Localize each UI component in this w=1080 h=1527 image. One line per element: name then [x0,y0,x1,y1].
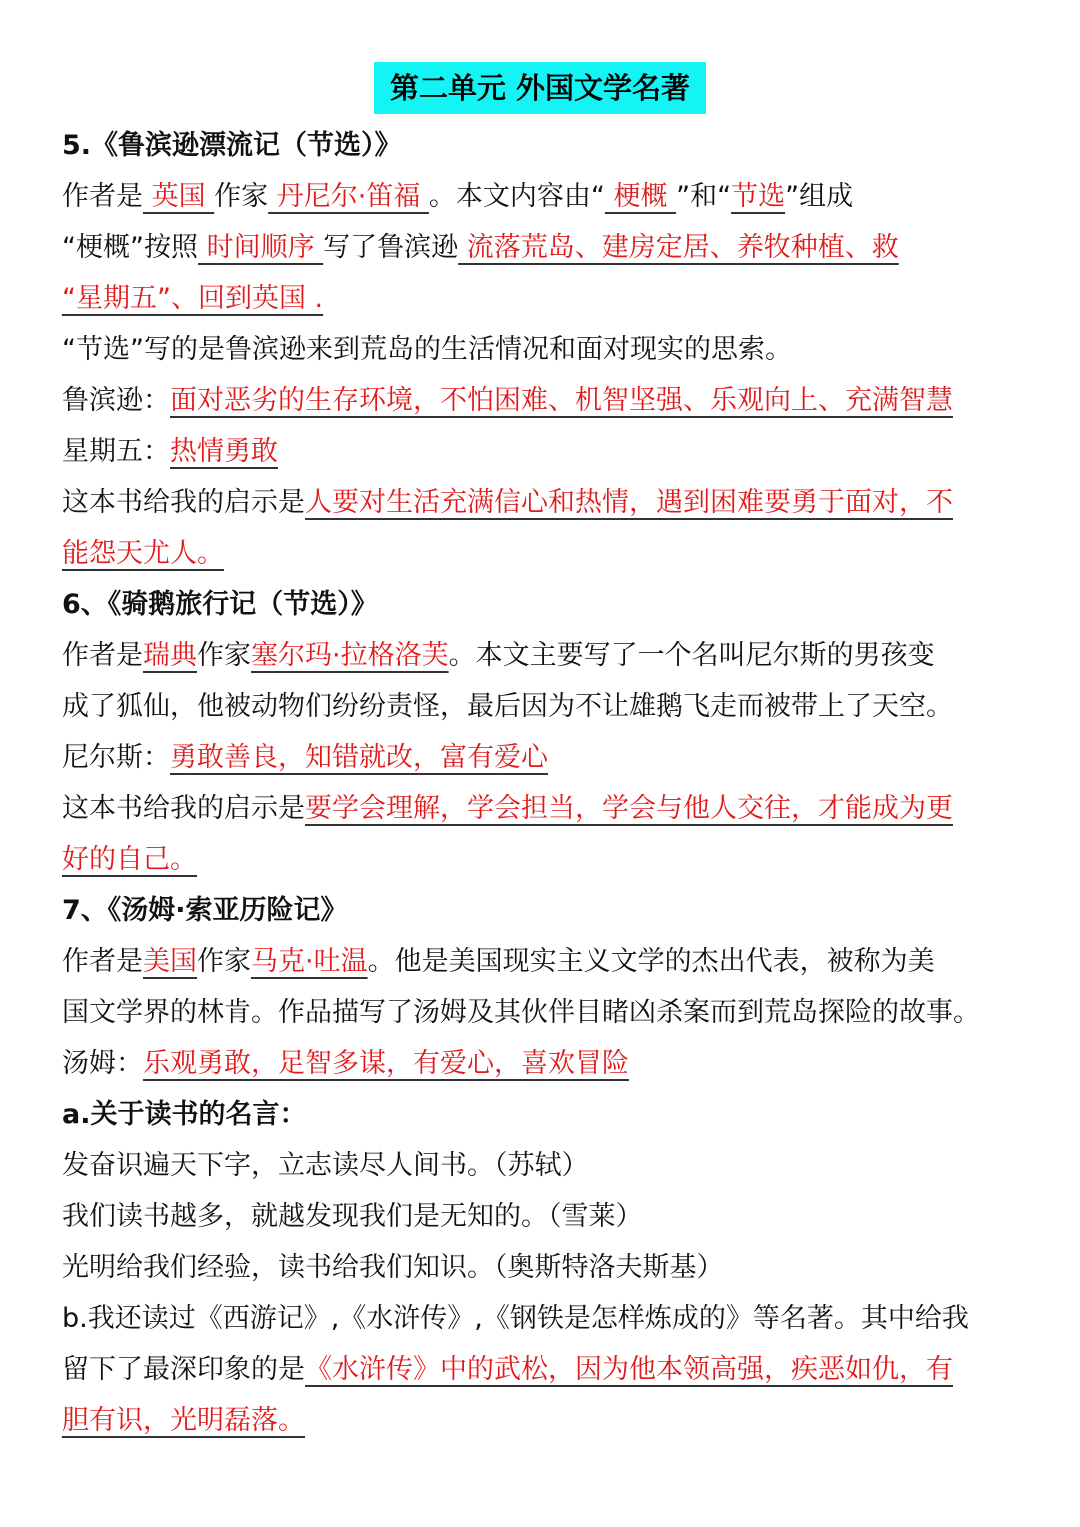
answer-author: 丹尼尔·笛福 [268,181,429,212]
section6-line3 [62,732,1047,783]
content [62,120,1047,1446]
section6-line4 [62,783,1047,834]
answer-lesson: 人要对生活充满信心和热情，遇到困难要勇于面对，不 [305,487,953,518]
section7-line2: 国文学界的林肯。作品描写了汤姆及其伙伴目睹凶杀案而到荒岛探险的故事。 [62,997,980,1028]
answer-part2: 节选 [731,181,786,212]
page-title: 第二单元 外国文学名著 [374,62,706,114]
text: ”组成 [785,181,854,212]
section6-line5 [62,834,1047,885]
sectionb-line3 [62,1395,1047,1446]
section5-line2 [62,222,1047,273]
answer-country: 美国 [143,946,197,977]
label: 鲁滨逊： [62,385,170,416]
section5-line7 [62,477,1047,528]
section5-line4: “节选”写的是鲁滨逊来到荒岛的生活情况和面对现实的思索。 [62,334,792,365]
answer-author: 马克·吐温 [251,946,368,977]
answer-lesson: 要学会理解，学会担当，学会与他人交往，才能成为更 [305,793,953,824]
section5-heading: 5.《鲁滨逊漂流记（节选）》 [62,130,402,161]
answer-author: 塞尔玛·拉格洛芙 [251,640,449,671]
label: 留下了最深印象的是 [62,1354,305,1385]
text: 作者是 [62,946,143,977]
section5-line5 [62,375,1047,426]
answer-country: 瑞典 [143,640,197,671]
section6-line2: 成了狐仙，他被动物们纷纷责怪，最后因为不让雄鹅飞走而被带上了天空。 [62,691,953,722]
answer-events: 流落荒岛、建房定居、养牧种植、救 [458,232,899,263]
section6-line1 [62,630,1047,681]
section5-line3 [62,273,1047,324]
quote-1: 发奋识遍天下字，立志读尽人间书。（苏轼） [62,1150,589,1181]
label: 星期五： [62,436,170,467]
section7-heading: 7、《汤姆·索亚历险记》 [62,895,348,926]
sectionb-line2 [62,1344,1047,1395]
label: 尼尔斯： [62,742,170,773]
text: ”和“ [676,181,732,212]
answer-lesson-cont: 好的自己。 [62,844,197,875]
text: “梗概”按照 [62,232,198,263]
quote-3: 光明给我们经验，读书给我们知识。（奥斯特洛夫斯基） [62,1252,724,1283]
sectionb-line1: b.我还读过《西游记》,《水浒传》,《钢铁是怎样炼成的》等名著。其中给我 [62,1303,969,1334]
quote-2: 我们读书越多，就越发现我们是无知的。（雪莱） [62,1201,643,1232]
answer-character: 热情勇敢 [170,436,278,467]
section7-line3 [62,1038,1047,1089]
answer-lesson-cont: 能怨天尤人。 [62,538,224,569]
answer-character: 乐观勇敢，足智多谋，有爱心，喜欢冒险 [143,1048,629,1079]
answer-events-cont: “星期五”、回到英国 . [62,283,324,314]
text: 作者是 [62,640,143,671]
text: 作家 [214,181,269,212]
label: 汤姆： [62,1048,143,1079]
answer-character: 面对恶劣的生存环境，不怕困难、机智坚强、乐观向上、充满智慧 [170,385,953,416]
quotes-heading: a.关于读书的名言： [62,1099,307,1130]
section7-line1 [62,936,1047,987]
answer-impression-cont: 胆有识，光明磊落。 [62,1405,305,1436]
label: 这本书给我的启示是 [62,487,305,518]
answer-impression: 《水浒传》中的武松，因为他本领高强，疾恶如仇，有 [305,1354,953,1385]
text: 作者是 [62,181,143,212]
answer-order: 时间顺序 [197,232,324,263]
section5-line8 [62,528,1047,579]
title-wrap [0,62,1080,114]
answer-character: 勇敢善良，知错就改，富有爱心 [170,742,548,773]
answer-country: 英国 [143,181,215,212]
answer-part1: 梗概 [604,181,677,212]
section5-line6 [62,426,1047,477]
text: 。他是美国现实主义文学的杰出代表，被称为美 [367,946,935,977]
text: 作家 [197,640,251,671]
section5-line1 [62,171,1047,222]
section6-heading: 6、《骑鹅旅行记（节选）》 [62,589,378,620]
text: 写了鲁滨逊 [323,232,459,263]
text: 。本文主要写了一个名叫尼尔斯的男孩变 [448,640,935,671]
text: 。本文内容由“ [428,181,605,212]
text: 作家 [197,946,251,977]
label: 这本书给我的启示是 [62,793,305,824]
